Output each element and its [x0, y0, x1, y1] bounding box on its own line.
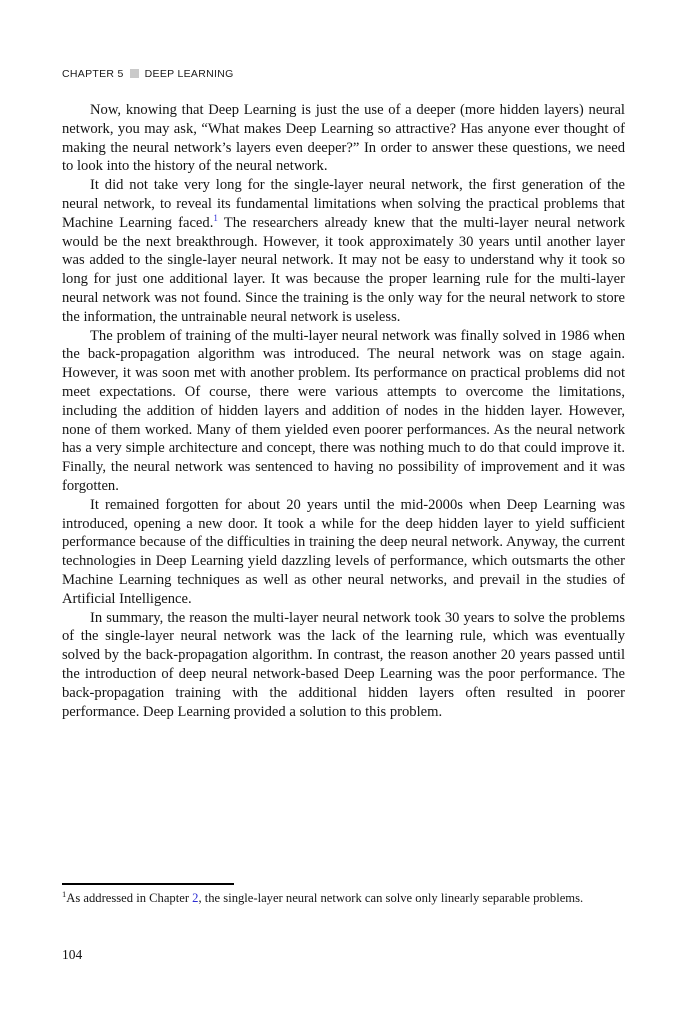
- chapter-2-link[interactable]: 2: [192, 891, 199, 905]
- footnote-marker: 1: [62, 888, 67, 899]
- footnote-divider: [62, 883, 234, 885]
- paragraph-2: [62, 176, 625, 326]
- footnote-text-pre: As addressed in Chapter: [66, 891, 193, 905]
- paragraph-5: In summary, the reason the multi-layer neural network took 30 years to solve the problems of the single-layer neural network was the lack of the learning rule, which was eventually solved by the back-propagation algorithm. In contrast, the reason another 20 years passed until the introduction of deep neural network-based Deep Learning was the poor performance. The back-propagation training with the additional hidden layers often resulted in poorer performance. Deep Learning provided a solution to this problem.: [62, 609, 625, 720]
- page-number: 104: [62, 947, 83, 962]
- footnote-ref-link[interactable]: 1: [213, 212, 218, 223]
- footnote: [62, 890, 602, 907]
- paragraph-3: The problem of training of the multi-layer neural network was finally solved in 1986 when the back-propagation algorithm was introduced. The neural network was on stage again. However, it was soon met with another problem. Its performance on practical problems did not meet expectations. Of course, there were various attempts to overcome the limitations, including the addition of hidden layers and addition of nodes in the hidden layer. However, none of them worked. Many of them yielded even poorer performances. As the neural network has a very simple architecture and concept, there was nothing much to do that could improve it. Finally, the neural network was sentenced to having no possibility of improvement and it was forgotten.: [62, 327, 625, 494]
- footnote-text-post: , the single-layer neural network can solve only linearly separable problems.: [198, 891, 584, 905]
- body-text: [62, 101, 625, 721]
- chapter-title: DEEP LEARNING: [144, 68, 234, 80]
- paragraph-1: Now, knowing that Deep Learning is just the use of a deeper (more hidden layers) neural network, you may ask, “What makes Deep Learning so attractive? Has anyone ever thought of making the neural network’s layers even deeper?” In order to answer these questions, we need to look into the history of the neural network.: [62, 102, 625, 175]
- paragraph-2-text-pre: It did not take very long for the single-layer neural network, the first generation of the neural network, to reveal its fundamental limitations when solving the practical problems that Machine Learning faced.: [62, 177, 625, 231]
- section-marker-icon: [130, 69, 139, 78]
- chapter-label: CHAPTER 5: [62, 68, 124, 80]
- running-head: [62, 68, 625, 80]
- paragraph-2-text-post: The researchers already knew that the multi-layer neural network would be the next breakthrough. However, it took approximately 30 years until another layer was added to the single-layer neural network. It may not be easy to understand why it took so long for just one additional layer. It was because the proper learning rule for the multi-layer neural network was not found. Since the training is the only way for the neural network to store the information, the untrainable neural network is useless.: [62, 214, 625, 325]
- paragraph-4: It remained forgotten for about 20 years until the mid-2000s when Deep Learning was introduced, opening a new door. It took a while for the deep hidden layer to yield sufficient performance because of the difficulties in training the deep neural network. Anyway, the current technologies in Deep Learning yield dazzling levels of performance, which outsmarts the other Machine Learning techniques as well as other neural networks, and prevail in the studies of Artificial Intelligence.: [62, 496, 625, 607]
